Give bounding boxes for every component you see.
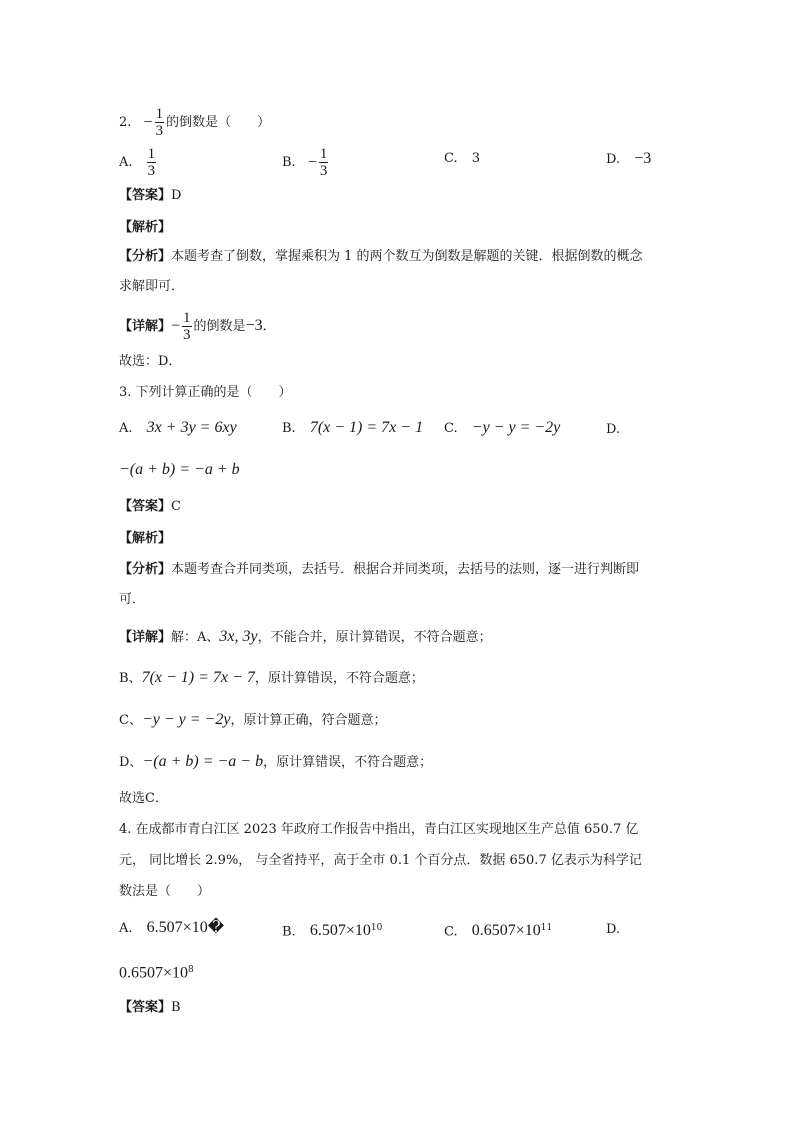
q3-analysis-title: 【解析】 (119, 531, 172, 546)
q2-stem-fraction: $\frac{1}{3}$ (155, 106, 164, 139)
q3-detail-a: 【详解】解：A、3x, 3y，不能合并，原计算错误，不符合题意； (119, 628, 492, 645)
q3-option-c: C. −y − y = −2y (444, 419, 561, 436)
q2-xiangjie: 【详解】− $\frac{1}{3}$ 的倒数是−3． (119, 310, 276, 343)
q2-analysis-title: 【解析】 (119, 220, 172, 235)
q2-fenxi-line2: 求解即可． (119, 279, 185, 294)
q2-option-a: A. $\frac{1}{3}$ (119, 146, 156, 179)
q3-stem: 3. 下列计算正确的是（ ） (119, 385, 292, 400)
q3-option-d-expr: −(a + b) = −a + b (119, 461, 240, 478)
q3-option-a: A. 3x + 3y = 6xy (119, 419, 237, 436)
q3-detail-b: B、7(x − 1) = 7x − 7，原计算错误，不符合题意； (119, 669, 424, 686)
q3-detail-d: D、−(a + b) = −a − b，原计算错误，不符合题意； (119, 753, 433, 770)
q3-option-b: B. 7(x − 1) = 7x − 1 (282, 419, 424, 436)
q4-option-b: B. $6.507\times 10^{10}$ (282, 922, 383, 940)
q3-fenxi-line2: 可． (119, 592, 146, 607)
q3-guxuan: 故选C． (119, 791, 168, 806)
q2-guxuan: 故选：D． (119, 354, 182, 369)
q3-detail-c: C、−y − y = −2y，原计算正确，符合题意； (119, 711, 387, 728)
q2-answer: 【答案】D (119, 188, 182, 203)
q2-stem-text: 的倒数是（ ） (166, 115, 271, 130)
q2-number: 2. (119, 115, 132, 130)
q4-stem-line3: 数法是（ ） (119, 884, 211, 899)
q4-option-d: D. (606, 922, 621, 937)
q4-option-a: A. 6.507×10� (119, 919, 225, 936)
q2-option-c: C. 3 (444, 151, 481, 166)
q4-option-c: C. $0.6507\times 10^{11}$ (444, 922, 553, 940)
q2-option-b: B. − $\frac{1}{3}$ (282, 146, 328, 179)
q3-answer: 【答案】C (119, 499, 181, 514)
q2-option-d: D. −3 (606, 150, 652, 167)
q2-stem: 2. − $\frac{1}{3}$ 的倒数是（ ） (119, 106, 271, 139)
q4-stem-line1: 4. 在成都市青白江区 2023 年政府工作报告中指出，青白江区实现地区生产总值 650.7 亿 (119, 822, 639, 837)
q2-fenxi-line1: 【分析】本题考查了倒数，掌握乘积为 1 的两个数互为倒数是解题的关键．根据倒数的概念 (119, 249, 643, 264)
q4-stem-line2: 元， 同比增长 2.9%， 与全省持平，高于全市 0.1 个百分点．数据 650.7 亿表示为科学记 (119, 853, 642, 868)
q3-option-d: D. (606, 422, 621, 437)
q4-answer: 【答案】B (119, 1000, 181, 1015)
q3-fenxi-line1: 【分析】本题考查合并同类项，去括号．根据合并同类项，去括号的法则，逐一进行判断即 (119, 562, 640, 577)
q4-option-d-expr: $0.6507\times 10^8$ (119, 964, 194, 982)
